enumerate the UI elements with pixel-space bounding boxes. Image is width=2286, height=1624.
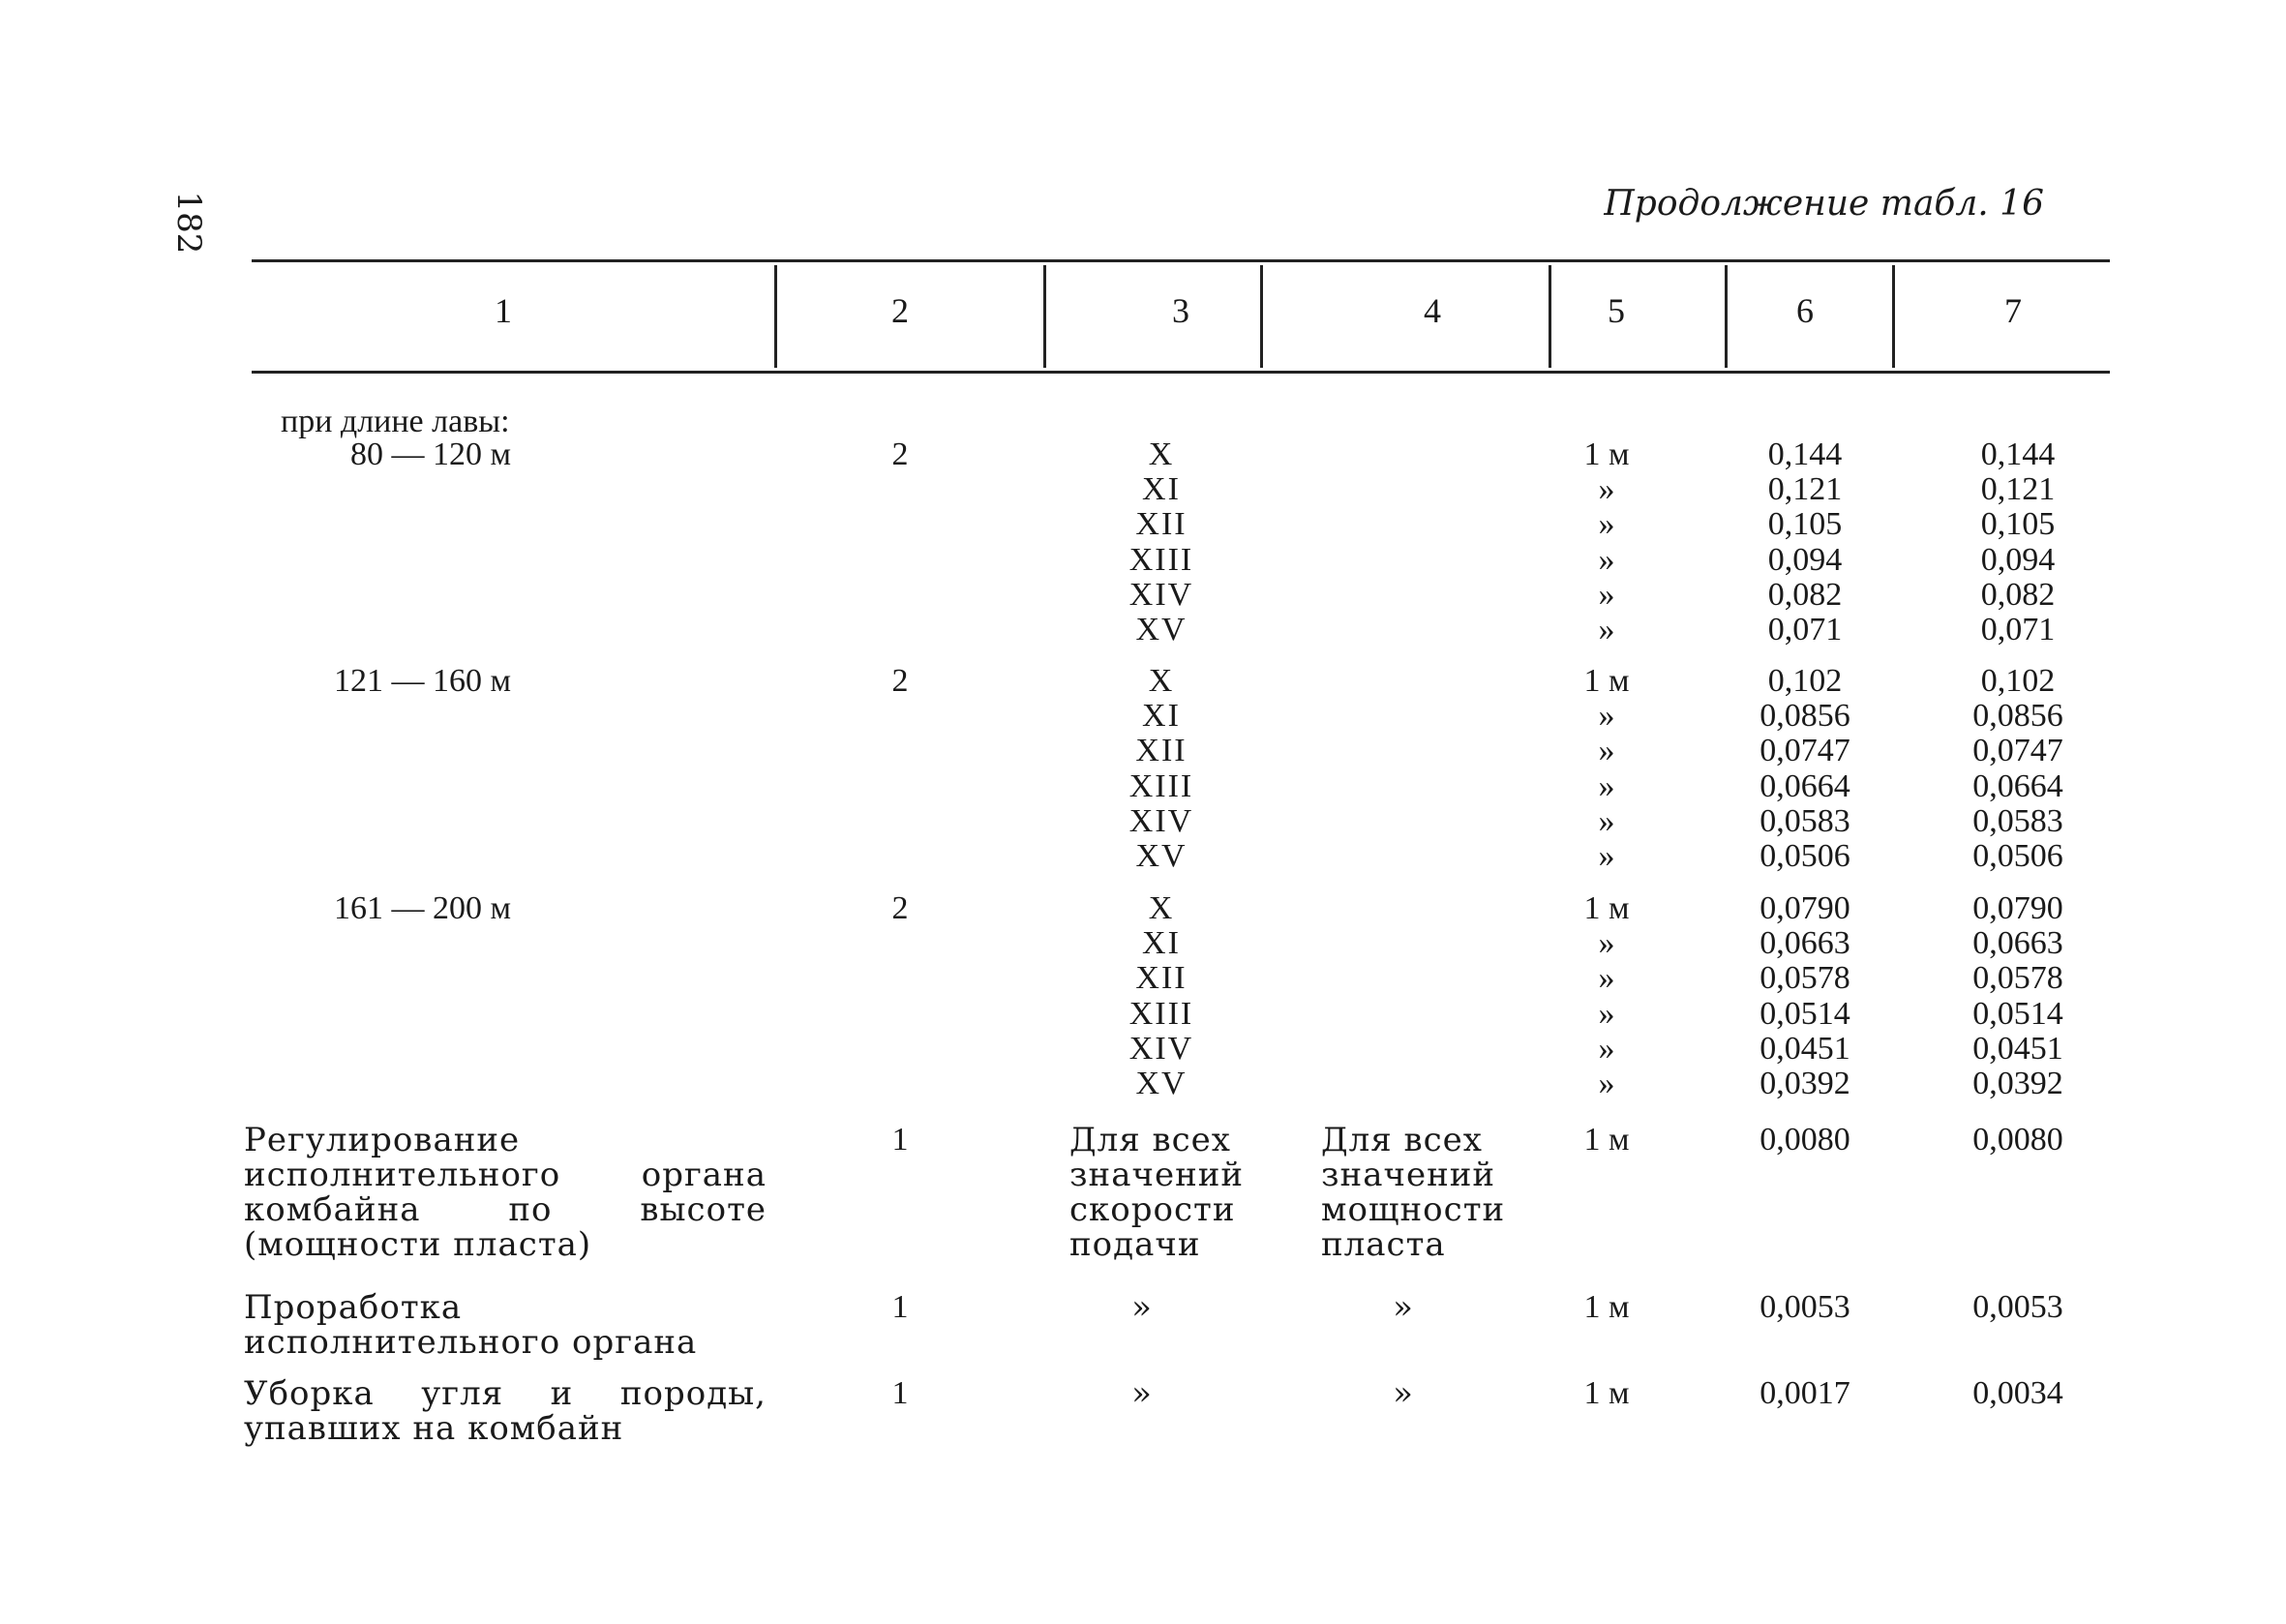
group-count: 2 xyxy=(891,436,909,472)
table-caption: Продолжение табл. 16 xyxy=(1604,184,2044,224)
seam-class: XIII xyxy=(1128,996,1194,1032)
value-col7: 0,0664 xyxy=(1972,768,2063,804)
unit-cell: » xyxy=(1598,768,1615,804)
unit-cell: 1 м xyxy=(1583,890,1630,926)
seam-class: XV xyxy=(1135,612,1188,647)
group-length-label: 80 — 120 м xyxy=(350,436,512,472)
seam-class: XII xyxy=(1135,506,1188,542)
unit-cell: » xyxy=(1598,960,1615,996)
seam-class: X xyxy=(1148,890,1175,926)
value-col6: 0,102 xyxy=(1767,663,1843,699)
value-col6: 0,0747 xyxy=(1760,733,1850,768)
seam-class: XIII xyxy=(1128,768,1194,804)
seam-class: XII xyxy=(1135,733,1188,768)
column-divider xyxy=(1549,265,1551,368)
operation-col3: » xyxy=(1131,1288,1153,1327)
unit-cell: » xyxy=(1598,1031,1615,1067)
column-header-2: 2 xyxy=(891,291,909,330)
seam-class: XIV xyxy=(1128,577,1194,613)
group-length-label: 161 — 200 м xyxy=(334,890,512,926)
unit-cell: » xyxy=(1598,612,1615,647)
length-intro-label: при длине лавы: xyxy=(281,404,510,439)
operation-col7: 0,0080 xyxy=(1972,1122,2063,1158)
seam-class: XI xyxy=(1142,698,1181,734)
operation-col4: » xyxy=(1393,1374,1414,1413)
operation-name: Проработка исполнительного органа xyxy=(244,1288,698,1362)
unit-cell: » xyxy=(1598,925,1615,961)
column-header-6: 6 xyxy=(1796,291,1814,330)
value-col7: 0,144 xyxy=(1980,436,2056,472)
seam-class: XIII xyxy=(1128,542,1194,578)
value-col7: 0,0578 xyxy=(1972,960,2063,996)
unit-cell: » xyxy=(1598,996,1615,1032)
value-col7: 0,0506 xyxy=(1972,838,2063,874)
seam-class: X xyxy=(1148,436,1175,472)
value-col6: 0,094 xyxy=(1767,542,1843,578)
operation-unit: 1 м xyxy=(1583,1375,1630,1411)
column-divider xyxy=(1725,265,1728,368)
value-col6: 0,0664 xyxy=(1760,768,1850,804)
value-col6: 0,0514 xyxy=(1760,996,1850,1032)
column-divider xyxy=(774,265,777,368)
value-col6: 0,071 xyxy=(1767,612,1843,647)
unit-cell: » xyxy=(1598,733,1615,768)
operation-col7: 0,0053 xyxy=(1972,1289,2063,1325)
seam-class: XI xyxy=(1142,925,1181,961)
operation-unit: 1 м xyxy=(1583,1289,1630,1325)
operation-name: Регулирование исполнительного органа комбайна по высоте (мощности пласта) xyxy=(244,1121,767,1264)
value-col6: 0,0578 xyxy=(1760,960,1850,996)
value-col7: 0,0856 xyxy=(1972,698,2063,734)
unit-cell: » xyxy=(1598,577,1615,613)
value-col7: 0,102 xyxy=(1980,663,2056,699)
value-col6: 0,0392 xyxy=(1760,1066,1850,1101)
value-col7: 0,121 xyxy=(1980,471,2056,507)
operation-col7: 0,0034 xyxy=(1972,1375,2063,1411)
table-header-rule xyxy=(252,371,2110,374)
group-length-label: 121 — 160 м xyxy=(334,663,512,699)
seam-class: XIV xyxy=(1128,803,1194,839)
operation-unit: 1 м xyxy=(1583,1122,1630,1158)
unit-cell: 1 м xyxy=(1583,436,1630,472)
operation-count: 1 xyxy=(891,1375,909,1411)
value-col6: 0,121 xyxy=(1767,471,1843,507)
column-header-5: 5 xyxy=(1608,291,1625,330)
value-col6: 0,082 xyxy=(1767,577,1843,613)
unit-cell: » xyxy=(1598,506,1615,542)
table-top-rule xyxy=(252,259,2110,262)
unit-cell: » xyxy=(1598,542,1615,578)
unit-cell: » xyxy=(1598,838,1615,874)
unit-cell: » xyxy=(1598,471,1615,507)
unit-cell: » xyxy=(1598,698,1615,734)
value-col7: 0,105 xyxy=(1980,506,2056,542)
seam-class: XI xyxy=(1142,471,1181,507)
value-col7: 0,0583 xyxy=(1972,803,2063,839)
value-col7: 0,0392 xyxy=(1972,1066,2063,1101)
unit-cell: » xyxy=(1598,1066,1615,1101)
column-header-1: 1 xyxy=(495,291,512,330)
seam-class: XIV xyxy=(1128,1031,1194,1067)
value-col6: 0,0583 xyxy=(1760,803,1850,839)
value-col6: 0,0856 xyxy=(1760,698,1850,734)
operation-col3: Для всех значений скорости подачи xyxy=(1069,1121,1245,1264)
seam-class: XV xyxy=(1135,838,1188,874)
value-col6: 0,144 xyxy=(1767,436,1843,472)
operation-col4: » xyxy=(1393,1288,1414,1327)
value-col7: 0,082 xyxy=(1980,577,2056,613)
operation-col6: 0,0080 xyxy=(1760,1122,1850,1158)
column-divider xyxy=(1892,265,1895,368)
column-header-7: 7 xyxy=(2004,291,2022,330)
operation-col6: 0,0017 xyxy=(1760,1375,1850,1411)
value-col7: 0,0663 xyxy=(1972,925,2063,961)
value-col6: 0,0506 xyxy=(1760,838,1850,874)
seam-class: XV xyxy=(1135,1066,1188,1101)
column-divider xyxy=(1043,265,1046,368)
column-header-3: 3 xyxy=(1172,291,1189,330)
unit-cell: » xyxy=(1598,803,1615,839)
operation-col3: » xyxy=(1131,1374,1153,1413)
group-count: 2 xyxy=(891,663,909,699)
seam-class: X xyxy=(1148,663,1175,699)
value-col6: 0,0790 xyxy=(1760,890,1850,926)
page-number: 182 xyxy=(169,191,208,255)
unit-cell: 1 м xyxy=(1583,663,1630,699)
value-col7: 0,0790 xyxy=(1972,890,2063,926)
value-col7: 0,071 xyxy=(1980,612,2056,647)
operation-count: 1 xyxy=(891,1122,909,1158)
operation-col6: 0,0053 xyxy=(1760,1289,1850,1325)
operation-name: Уборка угля и породы, упавших на комбайн xyxy=(244,1374,767,1448)
operation-col4: Для всех значений мощности пласта xyxy=(1321,1121,1506,1264)
value-col7: 0,0514 xyxy=(1972,996,2063,1032)
value-col7: 0,094 xyxy=(1980,542,2056,578)
value-col6: 0,0451 xyxy=(1760,1031,1850,1067)
column-header-4: 4 xyxy=(1424,291,1441,330)
column-divider xyxy=(1260,265,1263,368)
value-col7: 0,0451 xyxy=(1972,1031,2063,1067)
value-col6: 0,105 xyxy=(1767,506,1843,542)
seam-class: XII xyxy=(1135,960,1188,996)
operation-count: 1 xyxy=(891,1289,909,1325)
value-col6: 0,0663 xyxy=(1760,925,1850,961)
group-count: 2 xyxy=(891,890,909,926)
value-col7: 0,0747 xyxy=(1972,733,2063,768)
